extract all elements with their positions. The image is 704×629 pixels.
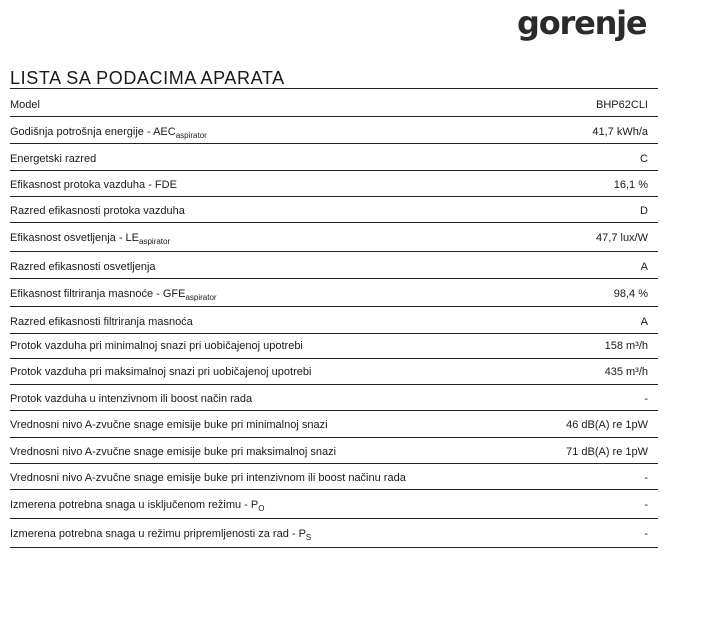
row-label	[10, 126, 207, 140]
row-value: -	[644, 393, 648, 405]
row-value: 41,7 kWh/a	[592, 126, 648, 138]
row-value: D	[640, 205, 648, 217]
row-value: A	[640, 261, 648, 273]
row-value: 71 dB(A) re 1pW	[566, 446, 648, 458]
row-label	[10, 499, 264, 513]
row-label	[10, 179, 177, 191]
table-row	[10, 223, 658, 252]
row-label-text: Godišnja potrošnja energije - AEC	[10, 126, 176, 138]
table-row	[10, 144, 658, 171]
table-row	[10, 252, 658, 279]
row-label	[10, 472, 406, 484]
row-label	[10, 316, 193, 328]
row-label-subscript: aspirator	[185, 293, 217, 302]
table-row	[10, 197, 658, 223]
row-label-text: Razred efikasnosti filtriranja masnoća	[10, 316, 193, 328]
row-value: 98,4 %	[613, 288, 648, 300]
gorenje-logo: gorenje	[517, 4, 647, 42]
row-value: -	[644, 528, 648, 540]
row-label-text: Vrednosni nivo A-zvučne snage emisije buke pri minimalnoj snazi	[10, 419, 328, 431]
table-row	[10, 385, 658, 411]
row-value: 47,7 lux/W	[596, 232, 648, 244]
row-label-text: Model	[10, 99, 40, 111]
row-label	[10, 393, 252, 405]
row-label	[10, 153, 96, 165]
table-row	[10, 490, 658, 519]
table-row	[10, 438, 658, 464]
table-row	[10, 519, 658, 548]
row-label-subscript: S	[305, 533, 312, 542]
row-label-subscript: aspirator	[139, 237, 171, 246]
row-value: -	[644, 472, 648, 484]
row-label-text: Protok vazduha u intenzivnom ili boost način rada	[10, 393, 253, 405]
table-row	[10, 334, 658, 359]
row-value: 46 dB(A) re 1pW	[566, 419, 648, 431]
row-label	[10, 232, 170, 246]
table-row	[10, 90, 658, 117]
row-label	[10, 366, 311, 378]
appliance-data-table	[10, 90, 658, 548]
row-label	[10, 205, 185, 217]
row-label-subscript: O	[258, 504, 265, 513]
row-value: 435 m³/h	[604, 366, 648, 378]
row-label	[10, 419, 328, 431]
row-value: BHP62CLI	[596, 99, 648, 111]
title-divider	[10, 88, 658, 89]
row-label	[10, 528, 311, 542]
row-label	[10, 288, 217, 302]
row-value: C	[640, 153, 648, 165]
table-row	[10, 279, 658, 307]
row-value: 16,1 %	[613, 179, 648, 191]
row-value: -	[644, 499, 648, 511]
table-row	[10, 117, 658, 144]
table-row	[10, 359, 658, 385]
page-title: LISTA SA PODACIMA APARATA	[10, 68, 285, 88]
row-label	[10, 99, 40, 111]
table-row	[10, 464, 658, 490]
row-label-text: Izmerena potrebna snaga u režimu pripremljenosti za rad - P	[10, 528, 306, 540]
row-label-text: Efikasnost osvetljenja - LE	[10, 232, 140, 244]
row-label-subscript: aspirator	[175, 131, 207, 140]
table-row	[10, 411, 658, 438]
row-label-text: Izmerena potrebna snaga u isključenom režimu - P	[10, 499, 259, 511]
row-label-text: Efikasnost protoka vazduha - FDE	[10, 179, 177, 191]
table-row	[10, 307, 658, 334]
row-value: 158 m³/h	[604, 340, 648, 352]
row-label	[10, 261, 156, 273]
row-label	[10, 446, 336, 458]
row-label-text: Razred efikasnosti osvetljenja	[10, 261, 156, 273]
row-label-text: Protok vazduha pri maksimalnoj snazi pri uobičajenoj upotrebi	[10, 366, 312, 378]
row-label	[10, 340, 303, 352]
table-row	[10, 171, 658, 197]
row-label-text: Protok vazduha pri minimalnoj snazi pri uobičajenoj upotrebi	[10, 340, 303, 352]
row-label-text: Energetski razred	[10, 153, 97, 165]
row-label-text: Razred efikasnosti protoka vazduha	[10, 205, 185, 217]
row-label-text: Efikasnost filtriranja masnoće - GFE	[10, 288, 186, 300]
row-label-text: Vrednosni nivo A-zvučne snage emisije buke pri maksimalnoj snazi	[10, 446, 337, 458]
row-label-text: Vrednosni nivo A-zvučne snage emisije buke pri intenzivnom ili boost načinu rada	[10, 472, 406, 484]
row-value: A	[640, 316, 648, 328]
